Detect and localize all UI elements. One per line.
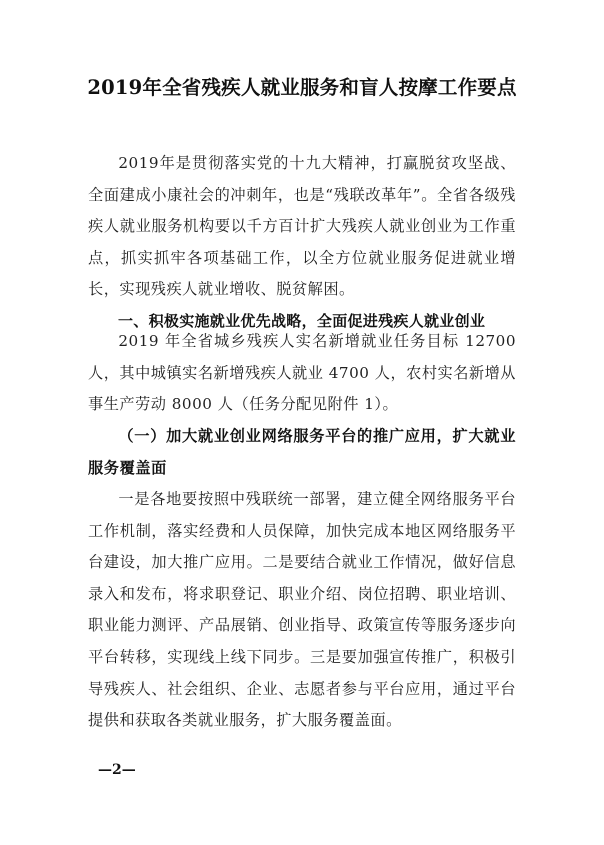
subsection-1-heading: （一）加大就业创业网络服务平台的推广应用，扩大就业服务覆盖面	[88, 427, 516, 477]
subsection-1-paragraph: 一是各地要按照中残联统一部署，建立健全网络服务平台工作机制，落实经费和人员保障，加快完成本地区网络服务平台建设，加大推广应用。二是要结合就业工作情况，做好信息录入和发布，将求职登记、职业介绍、岗位招聘、职业培训、职业能力测评、产品展销、创业指导、政策宣传等服务逐步向平台转移，实现线上线下同步。三是要加强宣传推广，积极引导残疾人、社会组织、企业、志愿者参与平台应用，通过平台提供和获取各类就业服务，扩大服务覆盖面。	[88, 490, 516, 730]
section-1-heading: 一、积极实施就业优先战略，全面促进残疾人就业创业	[118, 312, 486, 330]
intro-paragraph: 2019年是贯彻落实党的十九大精神，打赢脱贫攻坚战、全面建成小康社会的冲刺年，也是“残联改革年”。全省各级残疾人就业服务机构要以千方百计扩大残疾人就业创业为工作重点，抓实抓牢各项基础工作，以全方位就业服务促进就业增长，实现残疾人就业增收、脱贫解困。	[88, 154, 516, 299]
section-1-paragraph: 2019 年全省城乡残疾人实名新增就业任务目标 12700人，其中城镇实名新增残疾人就业 4700 人，农村实名新增从事生产劳动 8000 人（任务分配见附件 1）。	[88, 332, 516, 414]
document-title: 2019年全省残疾人就业服务和盲人按摩工作要点	[87, 76, 517, 99]
page-number: —2—	[98, 762, 136, 778]
